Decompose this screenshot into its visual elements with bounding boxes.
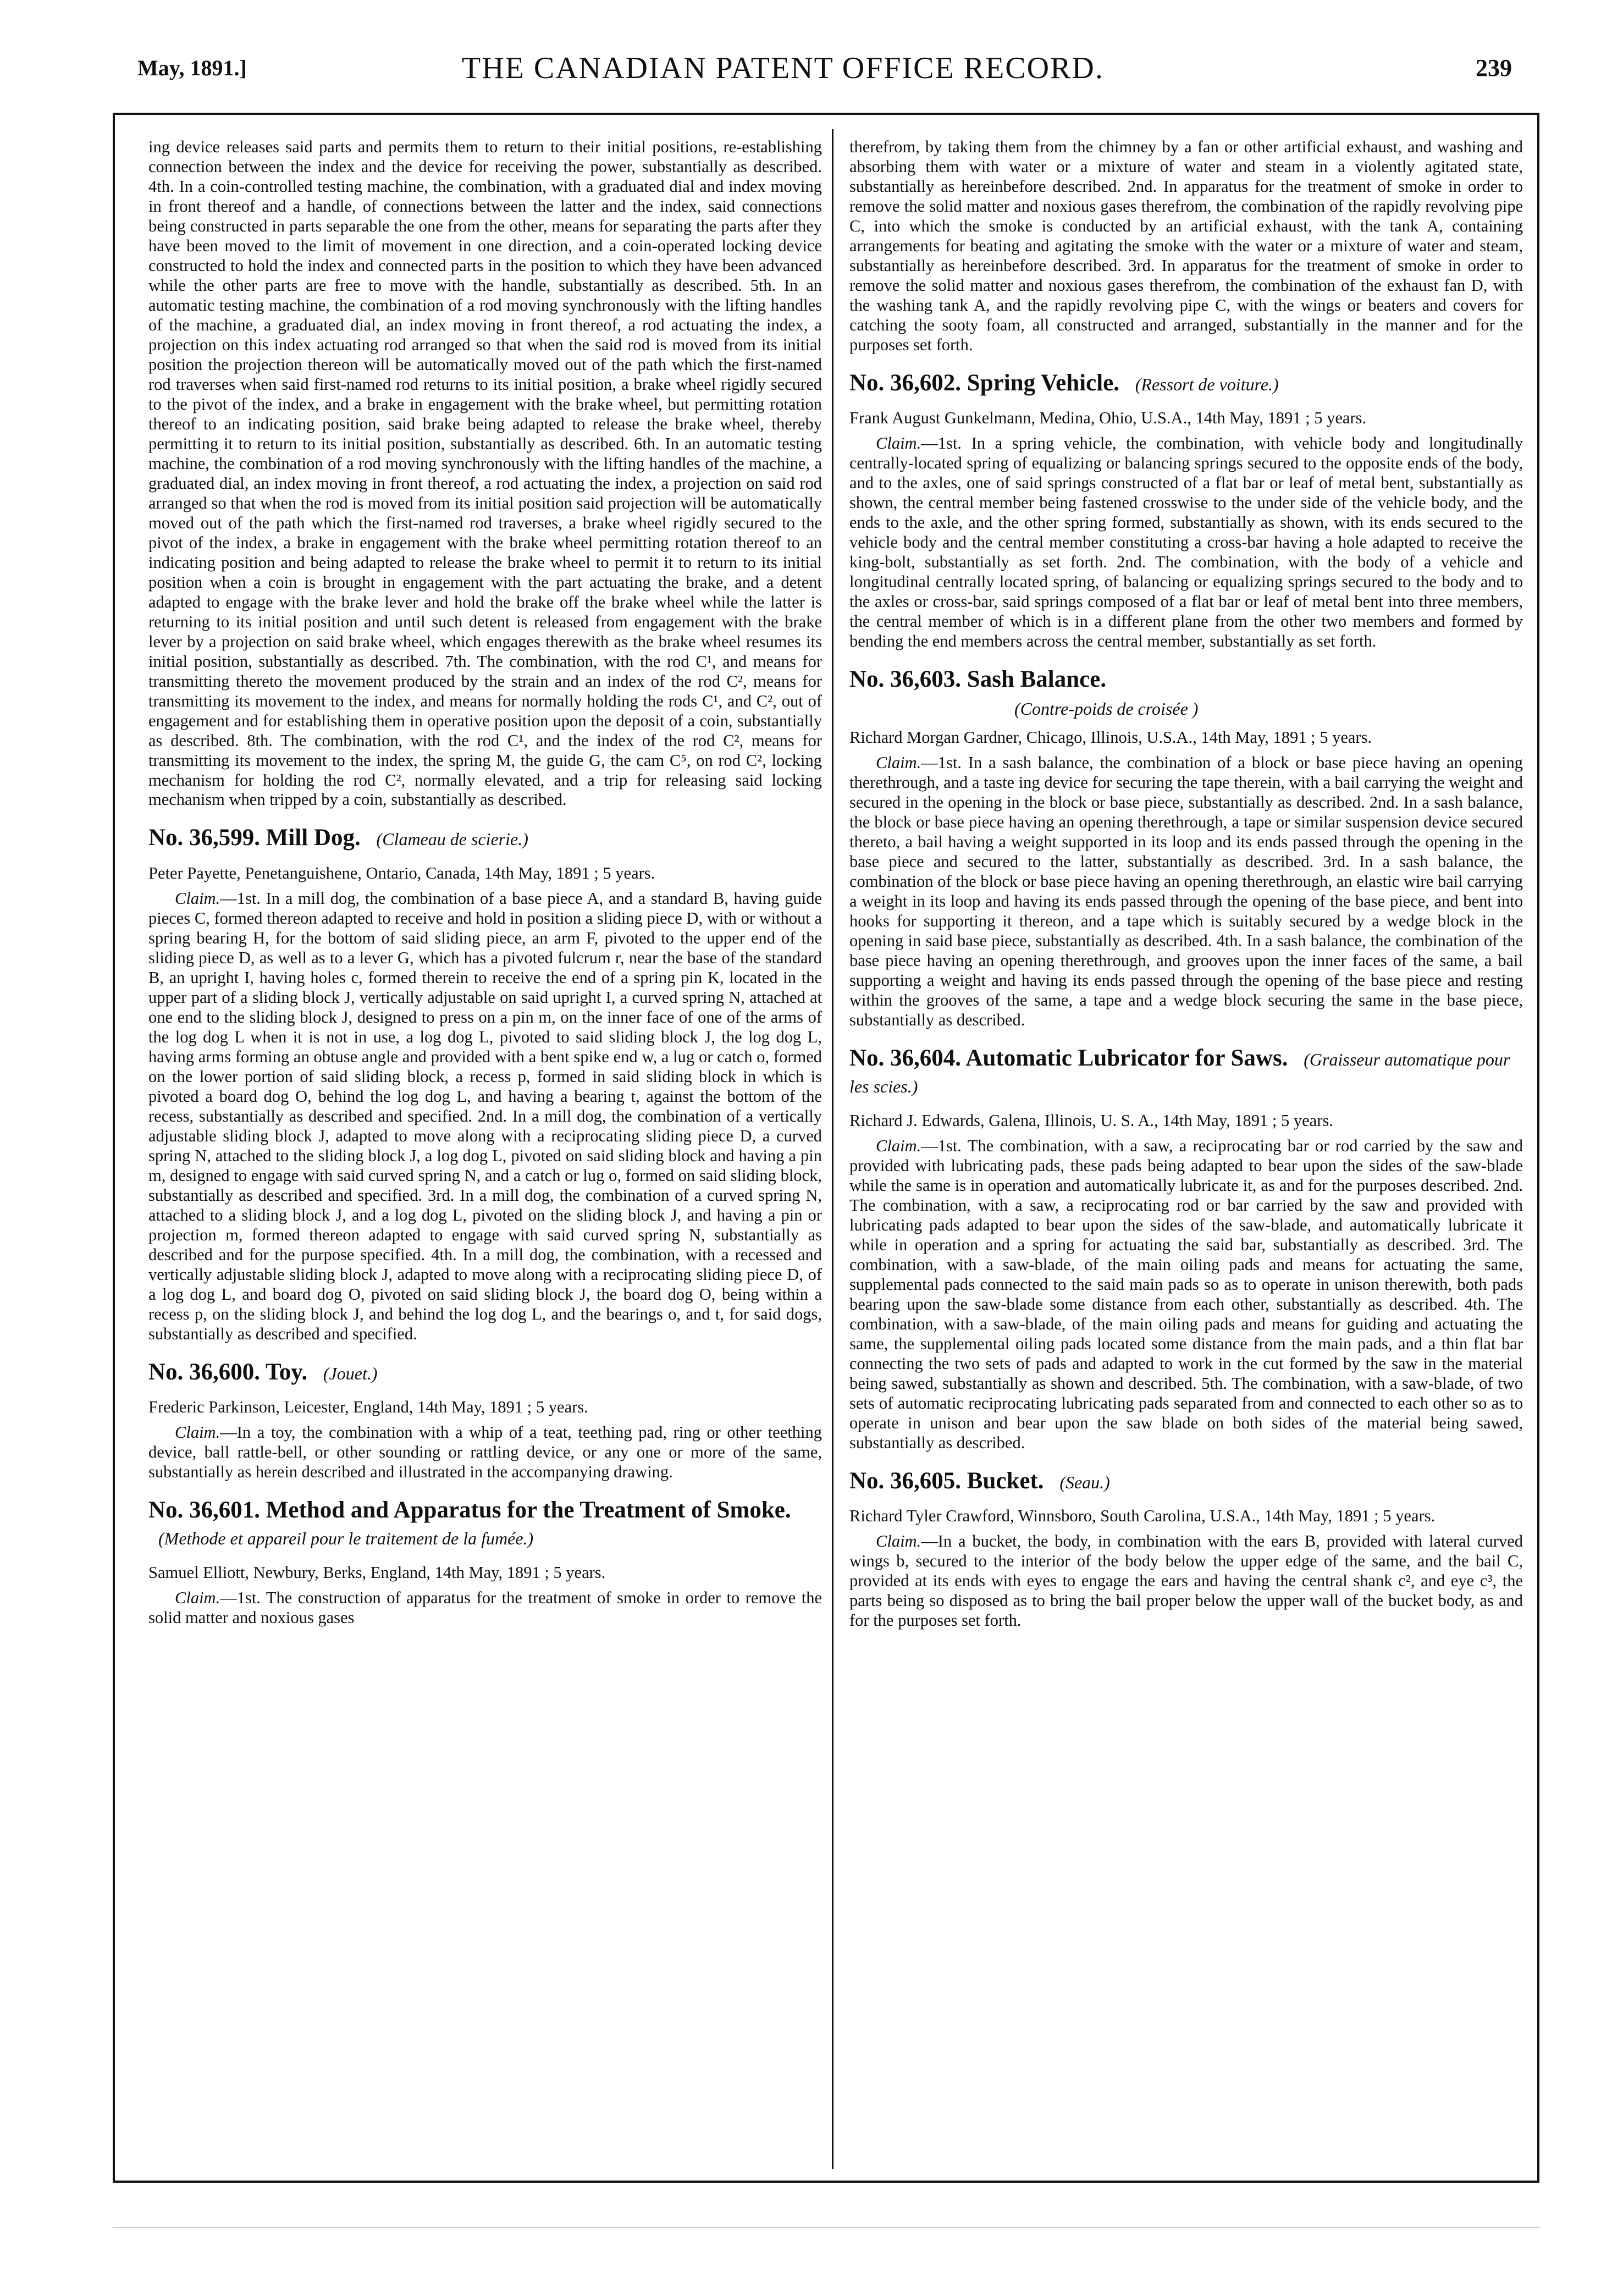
patent-number-title: No. 36,600. Toy. — [148, 1359, 308, 1385]
claim-body: —1st. In a spring vehicle, the combination, with vehicle body and longitudinally centrally-located spring of equalizing or balancing springs secured to the opposite ends of the body, and to the axles, one of said springs constructed of a flat bar or leaf of metal bent, substantially as shown, the central member being fastened crosswise to the under side of the vehicle body, and the ends to the axle, and the other spring formed, substantially as shown, with its ends secured to the vehicle body and the central member constituting a cross-bar having a hole adapted to receive the king-bolt, substantially as set forth. 2nd. The combination, with the body of a vehicle and longitudinal centrally located spring, of balancing or equalizing springs secured to the body and to the axles or cross-bar, said springs composed of a flat bar or leaf of metal bent into three members, the central member of which is in a different plane from the other two members and formed by bending the end members across the central member, substantially as set forth. — [849, 434, 1523, 651]
column-divider — [832, 129, 833, 2169]
entry-title — [849, 666, 1523, 693]
patent-number-title: No. 36,605. Bucket. — [849, 1467, 1044, 1494]
french-title: (Ressort de voiture.) — [1135, 374, 1279, 394]
patentee-line: Frank August Gunkelmann, Medina, Ohio, U.S.A., 14th May, 1891 ; 5 years. — [849, 409, 1367, 428]
claim-body: —In a toy, the combination with a whip of a teat, teething pad, ring or other teething device, ball rattle-bell, or other sounding or rattling device, or any one or more of the same, substantially as herein described and illustrated in the accompanying drawing. — [148, 1422, 822, 1481]
continued-claim-text: therefrom, by taking them from the chimney by a fan or other artificial exhaust, and washing and absorbing them with water or a mixture of water and steam in a violently agitated state, substantially as hereinbefore described. 2nd. In apparatus for the treatment of smoke in order to remove the solid matter and noxious gases therefrom, the combination of the rapidly revolving pipe C, into which the smoke is conducted by an artificial exhaust, with the tank A, containing arrangements for beating and agitating the smoke with the water or a mixture of water and steam, substantially as hereinbefore described. 3rd. In apparatus for the treatment of smoke in order to remove the solid matter and noxious gases therefrom, the combination of the exhaust fan D, with the washing tank A, and the rapidly revolving pipe C, with the wings or beaters and covers for catching the sooty foam, all constructed and arranged, substantially in the manner and for the purposes set forth. — [849, 137, 1523, 354]
claim-label: Claim. — [175, 1422, 220, 1442]
bottom-rule — [113, 2227, 1539, 2228]
patentee-line: Frederic Parkinson, Leicester, England, 14th May, 1891 ; 5 years. — [148, 1397, 588, 1416]
patent-entry-36605 — [849, 1467, 1523, 1631]
patent-entry-36603 — [849, 666, 1523, 1030]
entry-title — [148, 1497, 822, 1551]
patent-number-title: No. 36,602. Spring Vehicle. — [849, 369, 1119, 396]
entry-title — [849, 1467, 1523, 1494]
french-title: (Clameau de scierie.) — [376, 829, 528, 849]
page-number: 239 — [1476, 54, 1512, 81]
french-title: (Seau.) — [1059, 1472, 1110, 1492]
claim-body: —1st. In a mill dog, the combination of a base piece A, and a standard B, having guide pieces C, formed thereon adapted to receive and hold in position a sliding piece D, with or without a spring bearing H, for the bottom of said sliding piece, an arm F, pivoted to the upper end of the sliding piece D, as well as to a lever G, which has a pivoted fulcrum r, near the base of the standard B, an upright I, having holes c, formed therein to receive the end of a spring pin K, located in the upper part of a sliding block J, vertically adjustable on said upright I, a curved spring N, attached at one end to the sliding block J, designed to press on a pin m, on the inner face of one of the arms of the log dog L when it is not in use, a log dog L, pivoted to said sliding block J, the log dog L, having arms forming an obtuse angle and provided with a bent spike end w, a lug or catch o, formed on the lower portion of said sliding block, a recess p, formed in said sliding block in which is pivoted a board dog O, behind the log dog L, and having a bearing t, against the bottom of the recess, substantially as described and specified. 2nd. In a mill dog, the combination of a vertically adjustable sliding block J, adapted to move along with a reciprocating sliding piece D, a curved spring N, attached to the sliding block J, a log dog L, pivoted on said sliding block and having a pin m, designed to engage with said curved spring N, and a catch or lug o, formed on said sliding block, substantially as described and specified. 3rd. In a mill dog, the combination of a curved spring N, attached to a sliding block J, and a log dog L, pivoted on the sliding block J, and having a pin or projection m, formed thereon adapted to engage with said curved spring N, substantially as described and for the purpose specified. 4th. In a mill dog, the combination, with a recessed and vertically adjustable sliding block J, adapted to move along with a reciprocating sliding piece D, of a log dog L, and board dog O, pivoted on said sliding block J, the board dog O, being within a recess p, on the sliding block J, and behind the log dog L, and the bearings o, and t, for said dogs, substantially as described and specified. — [148, 888, 822, 1343]
patent-entry-36600 — [148, 1359, 822, 1482]
entry-title — [849, 369, 1523, 396]
patent-entry-36601 — [148, 1497, 822, 1628]
claim-text — [849, 434, 1523, 652]
claim-body: —1st. In a sash balance, the combination of a block or base piece having an opening therethrough, and a taste ing device for securing the tape therein, with a bail carrying the weight and secured in the opening in the block or base piece, substantially as described. 2nd. In a sash balance, the block or base piece having an opening therethrough, a tape or similar suspension device secured thereto, a bail having a weight supported in its loop and its ends passed through the opening in the base piece and secured to the latter, substantially as described. 3rd. In a sash balance, the combination of the block or base piece having an opening therethrough, an elastic wire bail carrying a weight in its loop and having its ends passed through the opening of the base piece, and bent into hooks for supporting it thereon, and a tape which is suitably secured by a wedge block in the opening in said base piece, substantially as described. 4th. In a sash balance, the combination of the base piece having an opening therethrough, and grooves upon the inner faces of the same, a bail supporting a weight and having its ends passed through the opening of the base piece and resting within the grooves of the same, a tape and a wedge block securing the same in the base piece, substantially as described. — [849, 753, 1523, 1030]
claim-label: Claim. — [175, 1588, 220, 1607]
publication-title: THE CANADIAN PATENT OFFICE RECORD. — [462, 51, 1104, 85]
right-column — [849, 137, 1523, 2161]
patent-entry-36602 — [849, 369, 1523, 652]
claim-text — [148, 1588, 822, 1628]
claim-label: Claim. — [876, 434, 921, 453]
patentee-line: Samuel Elliott, Newbury, Berks, England, 14th May, 1891 ; 5 years. — [148, 1563, 606, 1582]
entry-title — [148, 824, 822, 851]
claim-label: Claim. — [876, 1136, 921, 1155]
claim-label: Claim. — [876, 1532, 921, 1551]
claim-text — [849, 1532, 1523, 1631]
claim-body: —1st. The combination, with a saw, a reciprocating bar or rod carried by the saw and provided with lubricating pads, these pads being adapted to bear upon the sides of the saw-blade while the same is in operation and automatically lubricate it, as and for the purposes described. 2nd. The combination, with a saw, a reciprocating rod or bar carried by the saw and provided with lubricating pads adapted to bear upon the sides of the saw-blade, and automatically lubricate it while in operation and a spring for actuating the said bar, substantially as described. 3rd. The combination, with a saw-blade, of the main oiling pads and means for actuating the same, supplemental pads connected to the said main pads so as to operate in unison therewith, both pads bearing upon the saw-blade some distance from each other, substantially as described. 4th. The combination, with a saw-blade, of the main oiling pads and means for guiding and actuating the same, the supplemental oiling pads located some distance from the main pads, and a thin flat bar connecting the two sets of pads and adapted to work in the cut formed by the saw in the material being sawed, substantially as shown and described. 5th. The combination, with a saw-blade, of two sets of automatic reciprocating lubricating pads separated from and connected to each other so as to operate in unison and bear upon the saw blade on both sides of the material being sawed, substantially as described. — [849, 1136, 1523, 1452]
page-header — [137, 51, 1512, 95]
patent-number-title: No. 36,599. Mill Dog. — [148, 825, 361, 851]
left-column — [148, 137, 822, 2161]
claim-text — [849, 753, 1523, 1030]
claim-body: —In a bucket, the body, in combination with the ears B, provided with lateral curved wings b, secured to the interior of the body below the upper edge of the same, and the bail C, provided at its ends with eyes to engage the ears and having the central shank c², and eye c³, the parts being so disposed as to bring the bail proper below the upper wall of the bucket body, as and for the purposes set forth. — [849, 1532, 1523, 1630]
french-title: (Contre-poids de croisée ) — [1014, 698, 1199, 719]
patent-number-title: No. 36,603. Sash Balance. — [849, 666, 1107, 693]
patentee-line: Peter Payette, Penetanguishene, Ontario, Canada, 14th May, 1891 ; 5 years. — [148, 863, 655, 882]
claim-text — [849, 1136, 1523, 1453]
claim-text — [148, 889, 822, 1344]
claim-text — [148, 1423, 822, 1482]
claim-label: Claim. — [175, 888, 220, 908]
patent-entry-36599 — [148, 824, 822, 1344]
french-title: (Jouet.) — [323, 1363, 378, 1383]
french-title: (Graisseur automatique pour les scies.) — [849, 1050, 1510, 1097]
patentee-line: Richard Tyler Crawford, Winnsboro, South Carolina, U.S.A., 14th May, 1891 ; 5 years. — [849, 1506, 1436, 1526]
patentee-line: Richard J. Edwards, Galena, Illinois, U. S. A., 14th May, 1891 ; 5 years. — [849, 1111, 1333, 1130]
french-title: (Methode et appareil pour le traitement de la fumée.) — [158, 1528, 534, 1549]
continued-claim-text: ing device releases said parts and permits them to return to their initial positions, re-establishing connection between the index and the device for receiving the power, substantially as described. 4th. In a coin-controlled testing machine, the combination, with a graduated dial and index moving in front thereof and a handle, of connections between the latter and the index, said connections being constructed in parts separable the one from the other, means for separating the parts after they have been moved to the limit of movement in one direction, and a coin-operated locking device constructed to hold the index and connected parts in the position to which they have been advanced while the other parts are free to move with the handle, substantially as described. 5th. In an automatic testing machine, the combination of a rod moving synchronously with the lifting handles of the machine, a graduated dial, an index moving in front thereof, a rod actuating the index, a projection on this index actuating rod arranged so that when the said rod is moved from its initial position the projection thereon will be automatically moved out of the path which the first-named rod traverses when said first-named rod returns to its initial position, a brake wheel rigidly secured to the pivot of the index, and a brake in engagement with the brake wheel, but permitting rotation thereof to an indicating position, said brake being adapted to release the brake wheel, thereby permitting it to return to its initial position, substantially as described. 6th. In an automatic testing machine, the combination of a rod moving synchronously with the lifting handles of the machine, a graduated dial, an index moving in front thereof, a rod actuating the index, a projection on said rod arranged so that when the rod is moved from its initial position said projection will be automatically moved out of the path which the first-named rod traverses, a brake wheel rigidly secured to the pivot of the index, a brake in engagement with the brake wheel permitting rotation thereof to an indicating position and being adapted to release the brake wheel to permit it to return to its initial position when a coin is brought in engagement with the part actuating the brake, and a detent adapted to engage with the brake lever and hold the brake off the brake wheel while the latter is returning to its initial position and until such detent is released from engagement with the brake lever by a projection on said brake wheel, which engages therewith as the brake wheel resumes its initial position, substantially as described. 7th. The combination, with the rod C¹, and means for transmitting thereto the movement produced by the strain and an index of the rod C², means for transmitting its movement to the index, and means for normally holding the rods C¹, and C², out of engagement and for establishing them in operative position upon the deposit of a coin, substantially as described. 8th. The combination, with the rod C¹, and the index of the rod C², means for transmitting its movement to the index, the spring M, the guide G, the cam C⁵, on rod C², locking mechanism for holding the rod C², normally elevated, and a trip for releasing said locking mechanism when tripped by a coin, substantially as described. — [148, 137, 822, 809]
patent-entry-36604 — [849, 1045, 1523, 1453]
entry-title — [148, 1359, 822, 1386]
patent-number-title: No. 36,604. Automatic Lubricator for Saws. — [849, 1045, 1288, 1072]
claim-body: —1st. The construction of apparatus for the treatment of smoke in order to remove the solid matter and noxious gases — [148, 1588, 822, 1627]
patent-number-title: No. 36,601. Method and Apparatus for the Treatment of Smoke. — [148, 1497, 791, 1523]
claim-label: Claim. — [876, 753, 921, 772]
issue-date: May, 1891.] — [137, 56, 247, 80]
patentee-line: Richard Morgan Gardner, Chicago, Illinois, U.S.A., 14th May, 1891 ; 5 years. — [849, 728, 1372, 747]
entry-title — [849, 1045, 1523, 1099]
